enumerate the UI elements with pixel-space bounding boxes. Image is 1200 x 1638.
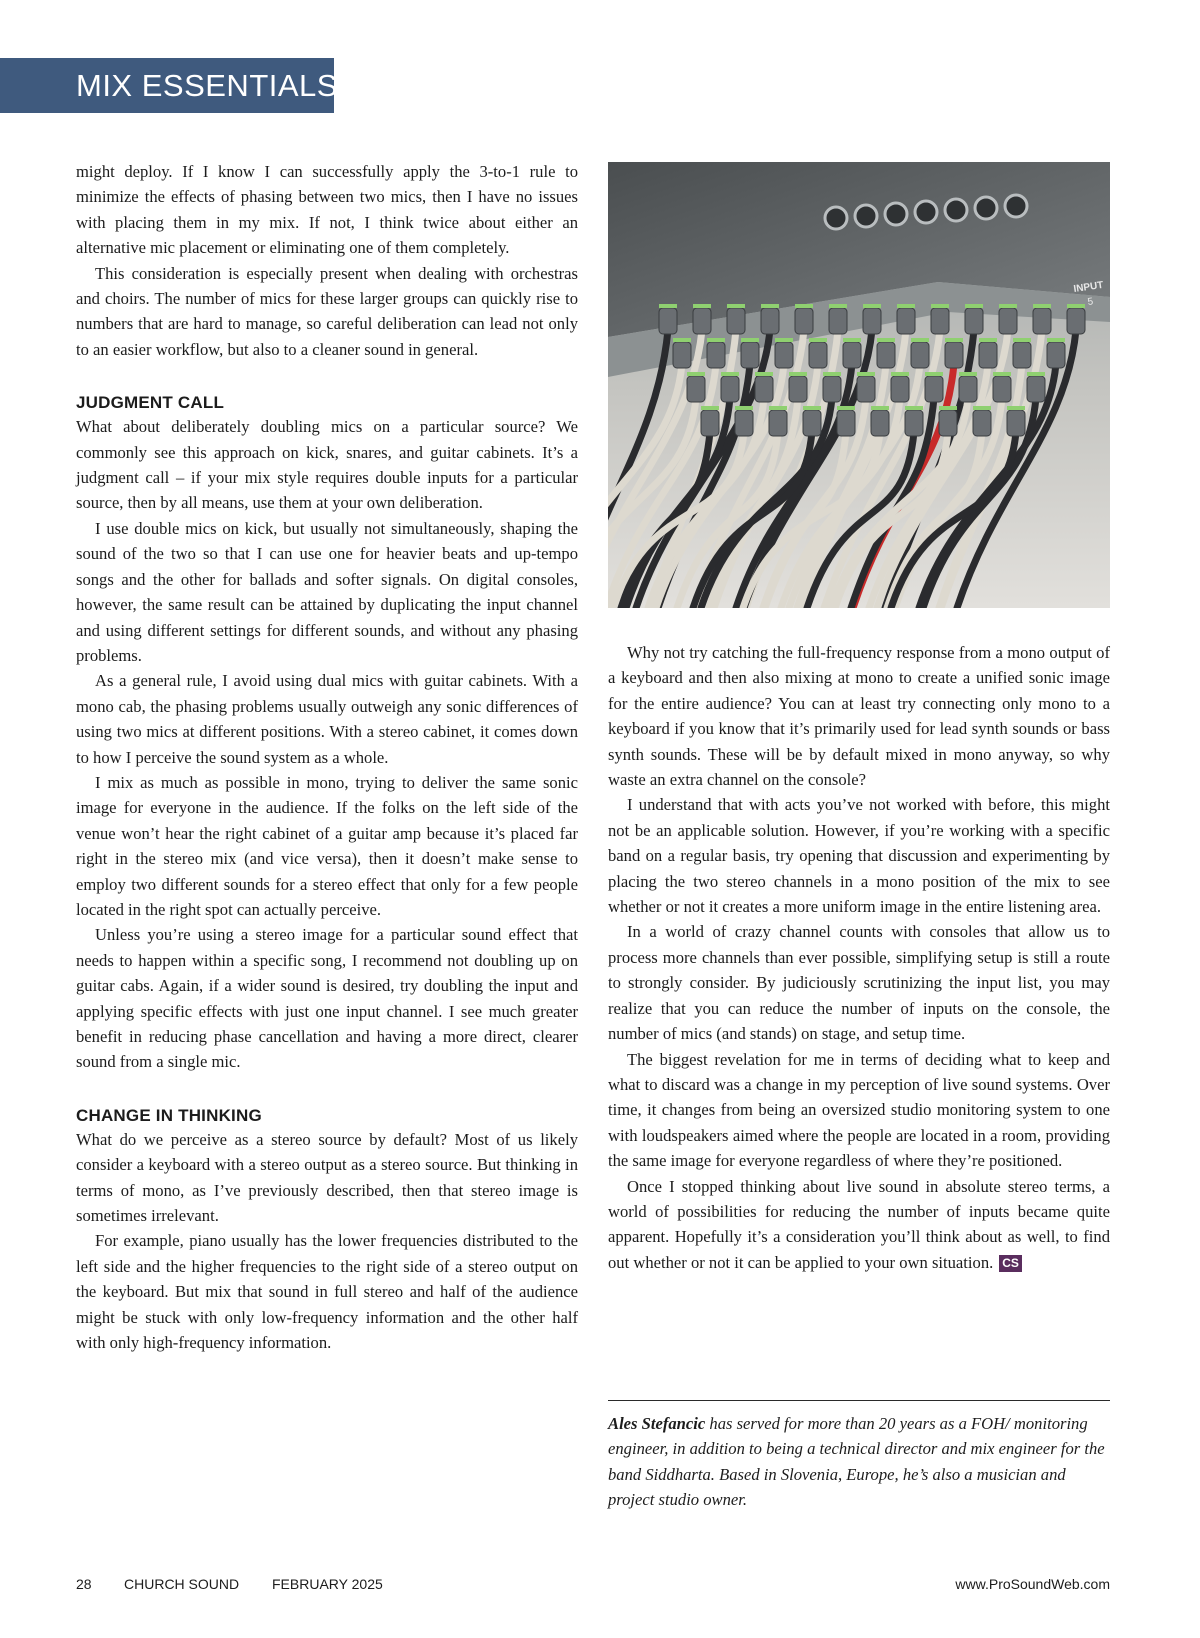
label-stripe	[945, 338, 963, 342]
label-stripe	[673, 338, 691, 342]
label-stripe	[1027, 372, 1045, 376]
xlr-connector	[871, 410, 889, 436]
label-stripe	[829, 304, 847, 308]
paragraph: What do we perceive as a stereo source by default? Most of us likely consider a keyboard with a stereo output as a stereo source. But thinking in terms of mono, as I’ve previously described, then that stereo image is sometimes irrelevant.	[76, 1129, 578, 1226]
label-stripe	[837, 406, 855, 410]
xlr-connector	[897, 308, 915, 334]
label-stripe	[721, 372, 739, 376]
xlr-jack	[1005, 195, 1027, 217]
xlr-connector	[891, 376, 909, 402]
section-heading-change-in-thinking: CHANGE IN THINKING	[76, 1105, 262, 1125]
panel-label-input: INPUT	[1072, 279, 1105, 295]
label-stripe	[1013, 338, 1031, 342]
xlr-connector	[945, 342, 963, 368]
label-stripe	[939, 406, 957, 410]
paragraph: I understand that with acts you’ve not worked with before, this might not be an applicable solution. However, if you’re working with a specific band on a regular basis, try opening that discussion and experimenting by placing the two stereo channels in a mono position of the mix to see whether or not it creates a more uniform image in the entire listening area.	[608, 795, 1110, 917]
label-stripe	[795, 304, 813, 308]
xlr-connector	[1067, 308, 1085, 334]
xlr-connector	[965, 308, 983, 334]
paragraph: might deploy. If I know I can successfully apply the 3-to-1 rule to minimize the effects of phasing between two mics, then I have no issues with placing them in my mix. If not, I think twice about either an alternative mic placement or eliminating one of them completely.	[76, 162, 578, 258]
xlr-jack	[885, 203, 907, 225]
xlr-connector	[795, 308, 813, 334]
xlr-connector	[687, 376, 705, 402]
xlr-connector	[979, 342, 997, 368]
label-stripe	[1047, 338, 1065, 342]
paragraph: I use double mics on kick, but usually not simultaneously, shaping the sound of the two so that I can use one for heavier beats and up-tempo songs and the other for ballads and softer signals. On digital consoles, however, the same result can be attained by duplicating the input channel and using different settings for different sounds, and without any phasing problems.	[76, 518, 578, 665]
paragraph: I mix as much as possible in mono, trying to deliver the same sonic image for everyone in the audience. If the folks on the left side of the venue won’t hear the right cabinet of a guitar amp because it’s placed far right in the stereo mix (and vice versa), then it doesn’t make sense to employ two different sounds for a stereo effect that only for a few people located in the right spot can actually perceive.	[76, 772, 578, 919]
label-stripe	[843, 338, 861, 342]
xlr-connector	[741, 342, 759, 368]
xlr-connector	[1033, 308, 1051, 334]
paragraph: This consideration is especially present when dealing with orchestras and choirs. The number of mics for these larger groups can quickly rise to numbers that are hard to manage, so careful deliberation can lead not only to an easier workflow, but also to a cleaner sound in general.	[76, 263, 578, 359]
author-bio-body: has served for more than 20 years as a FOH/ monitoring engineer, in addition to being a technical director and mix engineer for the band Siddharta. Based in Slovenia, Europe, he’s also a musician and project studio owner.	[608, 1414, 1105, 1510]
label-stripe	[959, 372, 977, 376]
issue-date: FEBRUARY 2025	[272, 1576, 383, 1592]
xlr-connector	[1027, 376, 1045, 402]
xlr-connector	[693, 308, 711, 334]
label-stripe	[871, 406, 889, 410]
paragraph	[608, 1174, 1110, 1276]
label-stripe	[925, 372, 943, 376]
label-stripe	[659, 304, 677, 308]
paragraph: What about deliberately doubling mics on a particular source? We commonly see this approach on kick, snares, and guitar cabinets. It’s a judgment call – if your mix style requires double inputs for a particular source, then by all means, use them at your own deliberation.	[76, 417, 578, 513]
label-stripe	[973, 406, 991, 410]
xlr-connector	[707, 342, 725, 368]
xlr-connector	[769, 410, 787, 436]
label-stripe	[1067, 304, 1085, 308]
xlr-connector	[727, 308, 745, 334]
end-mark-badge: CS	[999, 1255, 1022, 1272]
xlr-jack	[825, 207, 847, 229]
label-stripe	[803, 406, 821, 410]
xlr-connector	[857, 376, 875, 402]
label-stripe	[905, 406, 923, 410]
xlr-connector	[673, 342, 691, 368]
paragraph: In a world of crazy channel counts with consoles that allow us to process more channels than ever possible, simplifying setup is still a route to strongly consider. By judiciously scrutinizing the input list, you may realize that you can reduce the number of inputs on the console, the number of mics (and stands) on stage, and setup time.	[608, 922, 1110, 1044]
section-banner: MIX ESSENTIALS	[0, 58, 334, 113]
label-stripe	[1033, 304, 1051, 308]
author-bio-text	[608, 1411, 1110, 1513]
xlr-connector	[701, 410, 719, 436]
xlr-connector	[911, 342, 929, 368]
paragraph: For example, piano usually has the lower frequencies distributed to the left side and the higher frequencies to the right side of a stereo output on the keyboard. But mix that sound in full stereo and half of the audience might be stuck with only low-frequency information and the other half with only high-frequency information.	[76, 1231, 578, 1353]
label-stripe	[877, 338, 895, 342]
label-stripe	[999, 304, 1017, 308]
label-stripe	[727, 304, 745, 308]
xlr-connector	[863, 308, 881, 334]
xlr-jack	[915, 201, 937, 223]
label-stripe	[857, 372, 875, 376]
article-left-column	[76, 159, 578, 1355]
xlr-connector	[939, 410, 957, 436]
xlr-connector	[999, 308, 1017, 334]
label-stripe	[775, 338, 793, 342]
label-stripe	[911, 338, 929, 342]
label-stripe	[735, 406, 753, 410]
author-name: Ales Stefancic	[608, 1414, 706, 1433]
label-stripe	[769, 406, 787, 410]
xlr-connector	[905, 410, 923, 436]
article-right-column	[608, 640, 1110, 1275]
label-stripe	[687, 372, 705, 376]
xlr-connector	[761, 308, 779, 334]
panel-label-number: 5	[1086, 296, 1094, 308]
label-stripe	[931, 304, 949, 308]
paragraph: As a general rule, I avoid using dual mics with guitar cabinets. With a mono cab, the phasing problems usually outweigh any sonic differences of using two mics at different positions. With a stereo cabinet, it comes down to how I perceive the sound system as a whole.	[76, 671, 578, 767]
paragraph-text: Once I stopped thinking about live sound in absolute stereo terms, a world of possibilities for reducing the number of inputs became quite apparent. Hopefully it’s a consideration you’ll think about as well, to find out whether or not it can be applied to your own situation.	[608, 1176, 1110, 1272]
label-stripe	[701, 406, 719, 410]
label-stripe	[993, 372, 1011, 376]
label-stripe	[891, 372, 909, 376]
page-number: 28	[76, 1576, 92, 1592]
xlr-connector	[789, 376, 807, 402]
xlr-connector	[877, 342, 895, 368]
xlr-connector	[823, 376, 841, 402]
stagebox-cables-photo	[608, 162, 1110, 608]
paragraph: Why not try catching the full-frequency response from a mono output of a keyboard and then also mixing at mono to create a unified sonic image for the entire audience? You can at least try connecting only mono to a keyboard if you know that it’s primarily used for lead synth sounds or bass synth sounds. These will be by default mixed in mono anyway, so why waste an extra channel on the console?	[608, 643, 1110, 790]
paragraph: The biggest revelation for me in terms of deciding what to keep and what to discard was a change in my perception of live sound systems. Over time, it changes from being an oversized studio monitoring system to one with loudspeakers aimed where the people are located in a room, providing the same image for everyone regardless of where they’re positioned.	[608, 1049, 1110, 1171]
xlr-connector	[1013, 342, 1031, 368]
xlr-connector	[1007, 410, 1025, 436]
xlr-connector	[931, 308, 949, 334]
label-stripe	[693, 304, 711, 308]
xlr-connector	[973, 410, 991, 436]
label-stripe	[741, 338, 759, 342]
author-bio	[608, 1400, 1110, 1513]
label-stripe	[755, 372, 773, 376]
label-stripe	[897, 304, 915, 308]
label-stripe	[823, 372, 841, 376]
paragraph: Unless you’re using a stereo image for a particular sound effect that needs to happen within a specific song, I recommend not doubling up on guitar cabs. Again, if a wider sound is desired, try doubling the input and applying specific effects with just one input channel. I see much greater benefit in reducing phase cancellation and having a more direct, clearer sound from a single mic.	[76, 925, 578, 1072]
xlr-connector	[829, 308, 847, 334]
label-stripe	[809, 338, 827, 342]
label-stripe	[863, 304, 881, 308]
xlr-connector	[1047, 342, 1065, 368]
section-heading-judgment-call: JUDGMENT CALL	[76, 393, 225, 413]
xlr-jack	[855, 205, 877, 227]
xlr-connector	[809, 342, 827, 368]
website-url: www.ProSoundWeb.com	[955, 1576, 1110, 1592]
xlr-connector	[837, 410, 855, 436]
xlr-connector	[659, 308, 677, 334]
xlr-connector	[843, 342, 861, 368]
xlr-connector	[775, 342, 793, 368]
label-stripe	[979, 338, 997, 342]
xlr-jack	[945, 199, 967, 221]
xlr-jack	[975, 197, 997, 219]
xlr-connector	[959, 376, 977, 402]
label-stripe	[789, 372, 807, 376]
label-stripe	[965, 304, 983, 308]
xlr-connector	[735, 410, 753, 436]
xlr-connector	[993, 376, 1011, 402]
label-stripe	[707, 338, 725, 342]
label-stripe	[761, 304, 779, 308]
publication-name: CHURCH SOUND	[124, 1576, 240, 1592]
xlr-connector	[755, 376, 773, 402]
label-stripe	[1007, 406, 1025, 410]
xlr-connector	[803, 410, 821, 436]
xlr-connector	[925, 376, 943, 402]
xlr-connector	[721, 376, 739, 402]
